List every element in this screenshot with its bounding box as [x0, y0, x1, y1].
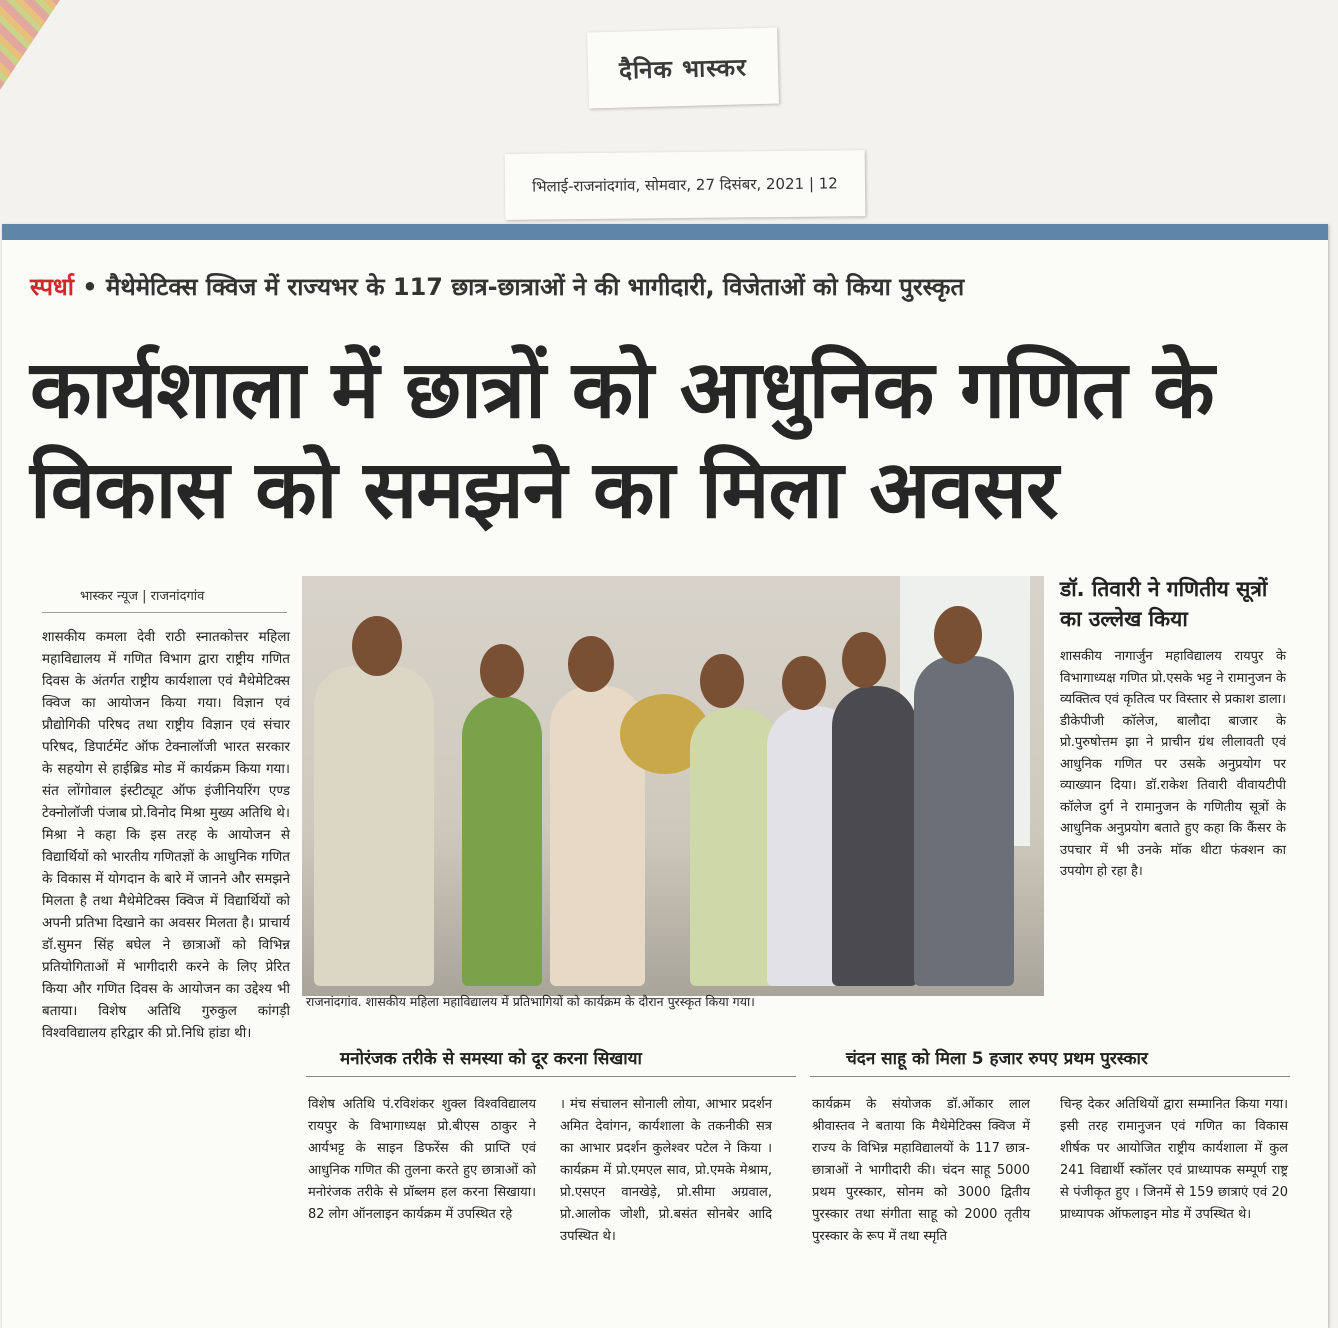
article-column-1: शासकीय कमला देवी राठी स्नातकोत्तर महिला महाविद्यालय में गणित विभाग द्वारा राष्ट्रीय गणित दिवस के अंतर्गत राष्ट्रीय कार्यशाला एवं मैथेमेटिक्स क्विज का आयोजन किया गया। विज्ञान एवं प्रौद्योगिकी परिषद तथा राष्ट्रीय विज्ञान एवं संचार परिषद, डिपार्टमेंट ऑफ टेक्नालॉजी भारत सरकार के सहयोग से हाईब्रिड मोड में कार्यक्रम किया गया। संत लोंगोवाल इंस्टीट्यूट ऑफ इंजीनियरिंग एण्ड टेक्नोलॉजी पंजाब प्रो.विनोद मिश्रा मुख्य अतिथि थे। मिश्रा ने कहा कि इस तरह के आयोजन से विद्यार्थियों को भारतीय गणितज्ञों के आधुनिक गणित के विकास में योगदान के बारे में जानने और समझने मिलता है तथा मैथेमेटिक्स क्विज में विद्यार्थियों को अपनी प्रतिभा दिखाने का अवसर मिलता है। प्राचार्य डॉ.सुमन सिंह बघेल ने छात्राओं को विभिन्न प्रतियोगिताओं में भागीदारी करने के लिए प्रेरित किया और गणित दिवस के आयोजन का उद्देश्य भी बताया। विशेष अतिथि गुरुकुल कांगड़ी विश्वविद्यालय हरिद्वार की प्रो.निधि हांडा थी। [42, 629, 290, 1041]
news-photo [302, 576, 1044, 996]
kicker-line [30, 270, 964, 303]
subheading-divider-1 [306, 1076, 796, 1077]
kicker-tag: स्पर्धा [30, 273, 74, 301]
article-column-3: । मंच संचालन सोनाली लोया, आभार प्रदर्शन अमित देवांगन, कार्यशाला के तकनीकी सत्र का आभार प्रदर्शन कुलेश्वर पटेल ने किया । कार्यक्रम में प्रो.एमएल साव, प्रो.एमके मेश्राम, प्रो.एसएन वानखेड़े, प्रो.सीमा अग्रवाल, प्रो.आलोक जोशी, प्रो.बसंत सोनबेर आदि उपस्थित थे। [560, 1097, 772, 1244]
photo-head [480, 644, 524, 698]
article-column-5: चिन्ह देकर अतिथियों द्वारा सम्मानित किया गया। इसी तरह रामानुजन एवं गणित का विकास शीर्षक पर आयोजित राष्ट्रीय कार्यशाला में कुल 241 विद्यार्थी स्कॉलर एवं प्राध्यापक सम्पूर्ण राष्ट्र से पंजीकृत हुए । जिनमें से 159 छात्राएं एवं 20 प्राध्यापक ऑफलाइन मोड में उपस्थित थे। [1060, 1097, 1288, 1222]
kicker-text: • मैथेमेटिक्स क्विज में राज्यभर के 117 छात्र-छात्राओं ने की भागीदारी, विजेताओं को किया पुरस्कृत [73, 273, 965, 301]
masthead-logo: दैनिक भास्कर [618, 52, 748, 85]
top-border [2, 224, 1328, 240]
photo-head [934, 606, 982, 664]
photo-person-professor [914, 656, 1014, 986]
photo-head [568, 636, 614, 692]
photo-head [700, 654, 744, 708]
article-column-4: कार्यक्रम के संयोजक डॉ.ओंकार लाल श्रीवास्तव ने बताया कि मैथेमेटिक्स क्विज में राज्य के विभिन्न महाविद्यालयों के 117 छात्र-छात्राओं ने भागीदारी की। चंदन साहू 5000 प्रथम पुरस्कार, सोनम को 3000 द्वितीय पुरस्कार तथा संगीता साहू को 2000 तृतीय पुरस्कार के रूप में तथा स्मृति [812, 1097, 1030, 1244]
subheading-2: चंदन साहू को मिला 5 हजार रुपए प्रथम पुरस्कार [846, 1049, 1148, 1069]
article-column-2: विशेष अतिथि पं.रविशंकर शुक्ल विश्वविद्यालय रायपुर के विभागाध्यक्ष प्रो.बीएस ठाकुर ने आर्यभट्ट के साइन डिफरेंस की प्राप्ति एवं आधुनिक गणित की तुलना करते हुए छात्राओं को मनोरंजक तरीके से प्रॉब्लम हल करना सिखाया। 82 लोग ऑनलाइन कार्यक्रम में उपस्थित रहे [308, 1097, 536, 1222]
photo-person-student-1 [462, 696, 542, 986]
side-heading: डॉ. तिवारी ने गणितीय सूत्रों का उल्लेख किया [1060, 577, 1268, 631]
photo-person-speaker [314, 666, 434, 986]
photo-head [352, 616, 402, 676]
side-column-text: शासकीय नागार्जुन महाविद्यालय रायपुर के विभागाध्यक्ष गणित प्रो.एसके भट्ट ने रामानुजन के व्यक्तित्व एवं कृतित्व पर विस्तार से प्रकाश डाला। डीकेपीजी कॉलेज, बालौदा बाजार के प्रो.पुरुषोत्तम झा ने प्राचीन ग्रंथ लीलावती एवं आधुनिक गणित पर उसके अनुप्रयोग पर व्याख्यान दिया। डॉ.राकेश तिवारी वीवायटीपी कॉलेज दुर्ग ने रामानुजन के गणितीय सूत्रों के आधुनिक अनुप्रयोग बताते हुए कहा कि कैंसर के उपचार में भी उनके मॉक थीटा फंक्शन का उपयोग हो रहा है। [1060, 649, 1286, 879]
subheading-divider-2 [810, 1076, 1290, 1077]
photo-head [842, 632, 886, 688]
background-fabric [0, 0, 60, 90]
photo-head [782, 656, 826, 710]
photo-caption: राजनांदगांव. शासकीय महिला महाविद्यालय में प्रतिभागियों को कार्यक्रम के दौरान पुरस्कृत किया गया। [306, 994, 755, 1009]
subheading-1: मनोरंजक तरीके से समस्या को दूर करना सिखाया [340, 1049, 642, 1069]
byline: भास्कर न्यूज | राजनांदगांव [80, 589, 205, 604]
dateline-clipping [505, 150, 866, 220]
photo-person-guest [832, 686, 917, 986]
dateline-text: भिलाई-राजनांदगांव, सोमवार, 27 दिसंबर, 2021 | 12 [532, 174, 838, 196]
masthead-clipping [587, 28, 779, 109]
byline-divider [42, 612, 287, 613]
headline: कार्यशाला में छात्रों को आधुनिक गणित के विकास को समझने का मिला अवसर [30, 343, 1214, 536]
